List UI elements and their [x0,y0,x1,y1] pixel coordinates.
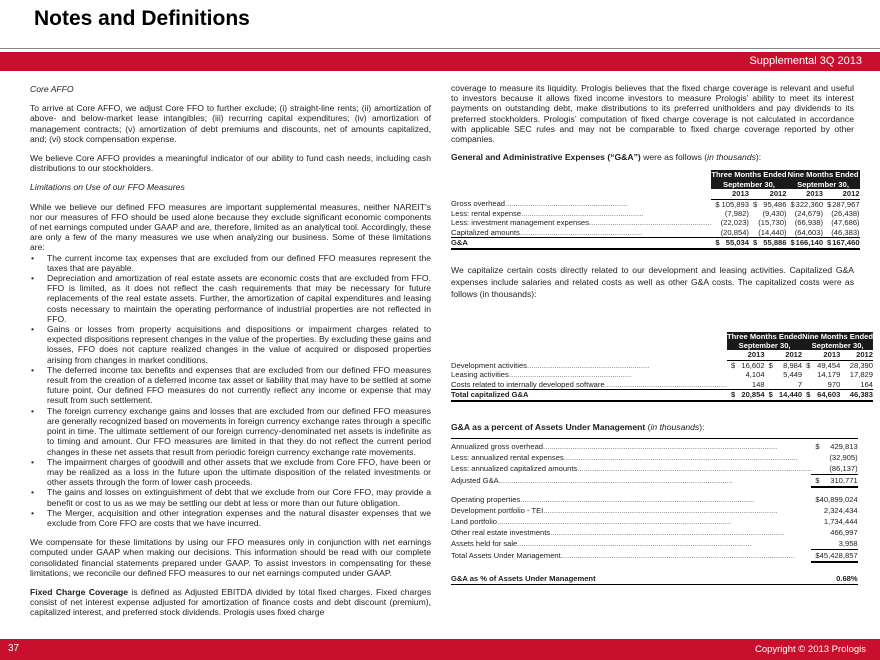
limitations-paragraph: While we believe our defined FFO measures are important supplemental measures, neither NAREIT’s nor our measures of FFO should be used alone because they exclude significant economic components of net earnings computed under GAAP and are, therefore, limited as an analytical tool. Accordingly, these are only a few of the many measures we use when analyzing our business. Some of these limitations are: [30,201,431,253]
table-row: Less: annualized rental expenses............................................................................................................... (32,905) [451,452,858,462]
capitalize-paragraph: We capitalize certain costs directly related to our development and leasing activities. Capitalized G&A expenses include salaries and related costs as well as other G&A costs. The capitalized costs were as follows (in thousands): [451,264,854,299]
ga-heading: General and Administrative Expenses (“G&A”) were as follows (in thousands): [451,152,762,163]
table-row: Annualized gross overhead............................................................................................................... $ 429,813 [451,441,858,451]
year-header: 2012 [840,350,873,360]
aum-heading: G&A as a percent of Assets Under Management (in thousands): [451,421,705,432]
table-total-row: Total capitalized G&A $ 20,854 $ 14,440 $ 64,603 46,383 [451,390,874,400]
year-header: 2012 [765,350,803,360]
ga-band-nine-months: Nine Months Ended September 30, [787,170,859,189]
year-header: 2012 [823,189,860,199]
table-row: Adjusted G&A............................................................................................................... $ 310,771 [451,475,858,485]
title-divider [0,48,880,49]
table-row: Development activities.......................................................... $ 16,602 $ 8,984 $ 49,454 28,390 [451,360,874,370]
limitation-item: • The gains and losses on extinguishment of debt that we exclude from our Core FFO, may provide a benefit or cost to us as we may be settling our debt at less or more than our future obligation. [30,487,431,507]
left-column [30,84,431,627]
year-header: 2013 [727,350,765,360]
limitation-item: • Depreciation and amortization of real estate assets are economic costs that are excluded from FFO. FFO is limited, as it does not reflect the cash requirements that may be necessary for future replacements of the real estate assets. Further, the amortization of capital expenditures and leasing costs necessary to maintain the operating performance of industrial properties are not reflected in FFO. [30,273,431,324]
table-row: Capitalized amounts.......................................................... (20,854) (14,440) (64,603) (46,383) [451,227,860,237]
aum-table [451,438,858,585]
year-header: 2013 [802,350,840,360]
limitations-heading: Limitations on Use of our FFO Measures [30,182,185,193]
limitation-item: • Gains or losses from property acquisitions and dispositions or impairment charges related to expected dispositions represent changes in the value of the properties. By excluding these gains and losses, FFO does not capture realized changes in the value of acquired or disposed properties arising from changes in market conditions. [30,324,431,365]
fixed-charge-definition: is defined as Adjusted EBITDA divided by total fixed charges. Fixed charges consist of net interest expense adjusted for amortization of finance costs and debt discount (premium), capitalized interest, and preferred stock dividends. Prologis uses fixed charge [30,586,431,618]
table-row: Less: investment management expenses.......................................................... (22,023) (15,730) (66,938) (47,686) [451,218,860,228]
limitation-item: • The foreign currency exchange gains and losses that are excluded from our defined FFO measures are generally recognized based on movements in foreign currency exchange rates through a specific point in time. The ultimate settlement of our foreign currency-denominated net assets is indefinite as to timing and amount. Our FFO measures are limited in that they do not reflect the current period changes in these net assets that result from periodic foreign currency exchange rate movements. [30,406,431,457]
capitalized-table [451,332,873,402]
core-affo-heading: Core AFFO [30,84,74,94]
year-header: 2013 [787,189,824,199]
ga-table [451,170,860,249]
table-row: Total Assets Under Management............................................................................................................... $ 45,428,857 [451,550,858,560]
compensate-paragraph: We compensate for these limitations by using our FFO measures only in conjunction with net earnings computed under GAAP when making our decisions. This information should be read with our complete consolidated financial statements prepared under GAAP. To assist investors in compensating for these limitations, we reconcile our defined FFO measures to our net earnings computed under GAAP. [30,537,431,578]
table-row: Development portfolio - TEI............................................................................................................... 2,324,434 [451,505,858,515]
cap-band-three-months: Three Months Ended September 30, [727,331,803,351]
year-header: 2012 [749,189,787,199]
footer-bar [0,639,880,660]
table-row: Operating properties............................................................................................................... $ 40,899,024 [451,494,858,504]
core-affo-paragraph: To arrive at Core AFFO, we adjust Core FFO to further exclude; (i) straight-line rents; (ii) amortization of above- and below-market lease intangibles; (iii) recurring capital expenditures; (iv) amortization of management contracts; (v) amortization of debt premiums and discounts, net of amounts capitalized, and; (vi) stock compensation expense. [30,103,431,144]
limitation-item: • The current income tax expenses that are excluded from our defined FFO measures represent the taxes that are payable. [30,253,431,273]
table-row: Gross overhead.......................................................... $ 105,893 $ 95,486 $ 322,360 $ 287,967 [451,199,860,209]
table-total-row: G&A $ 55,034 $ 55,886 $ 166,140 $ 167,460 [451,238,860,248]
ga-heading-title: General and Administrative Expenses (“G&A”) [451,152,641,163]
table-row: Other real estate investments............................................................................................................... 466,997 [451,527,858,537]
fixed-charge-term: Fixed Charge Coverage [30,586,129,597]
header-ribbon [0,52,880,71]
fixed-charge-paragraph [30,587,431,618]
limitation-item: • The impairment charges of goodwill and other assets that we exclude from Core FFO, have been or may be realized as a loss in the future upon the ultimate disposition of the related investments or other assets through the form of lower cash proceeds. [30,457,431,488]
page-number: 37 [8,643,20,654]
limitations-list [30,253,431,528]
page-title: Notes and Definitions [34,7,250,30]
limitation-item: • The deferred income tax benefits and expenses that are excluded from our defined FFO measures result from the creation of a deferred income tax asset or liability that may have to be settled at some future point. Our defined FFO measures do not currently reflect any income or expense that may result from such settlement. [30,365,431,406]
table-row: Assets held for sale............................................................................................................... 3,958 [451,538,858,548]
core-affo-indicator-paragraph: We believe Core AFFO provides a meaningful indicator of our ability to fund cash needs, including cash distributions to our stockholders. [30,153,431,174]
cap-band-nine-months: Nine Months Ended September 30, [802,331,874,351]
copyright: Copyright © 2013 Prologis [754,644,866,655]
table-row: Less: rental expense.......................................................... (7,982) (9,430) (24,679) (26,438) [451,209,860,219]
table-row: Land portfolio............................................................................................................... 1,734,444 [451,516,858,526]
ga-band-three-months: Three Months Ended September 30, [711,170,787,189]
right-column [451,83,874,585]
table-row: Costs related to internally developed software.......................................................... 148 7 970 164 [451,379,874,389]
fixed-charge-continued-paragraph: coverage to measure its liquidity. Prologis believes that the fixed charge coverage is relevant and useful to investors because it allows fixed income investors to measure Prologis’ ability to meet its interest payments on outstanding debt, make distributions to its preferred unitholders and pay dividends to its preferred stockholders. Prologis’ computation of fixed charge coverage is not calculated in accordance with applicable SEC rules and may not be comparable to fixed charge coverage reported by other companies. [451,83,854,145]
limitation-item: • The Merger, acquisition and other integration expenses and the natural disaster expenses that we exclude from Core FFO are costs that we have incurred. [30,508,431,528]
table-row: Leasing activities.......................................................... 4,104 5,449 14,179 17,829 [451,370,874,380]
ribbon-label: Supplemental 3Q 2013 [749,55,862,67]
year-header: 2013 [711,189,749,199]
table-row: Less: annualized capitalized amounts............................................................................................................... (86,137) [451,463,858,473]
aum-result-row: G&A as % of Assets Under Management 0.68% [451,573,858,583]
